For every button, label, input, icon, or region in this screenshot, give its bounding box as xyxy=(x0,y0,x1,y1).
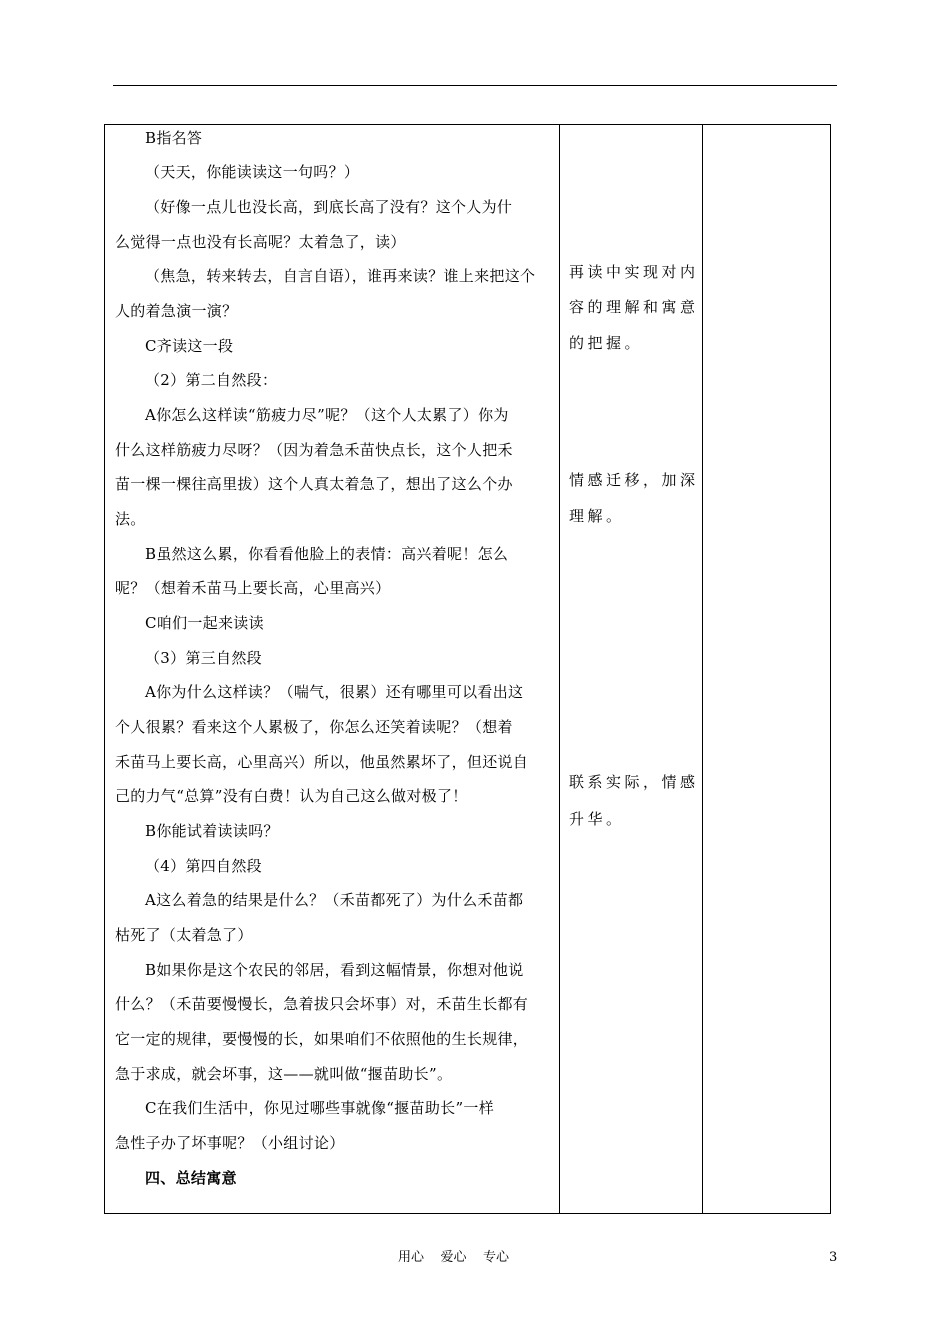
text-line: B如果你是这个农民的邻居，看到这幅情景，你想对他说 xyxy=(145,961,524,979)
note-line: 升华。 xyxy=(569,810,625,828)
note-line: 联系实际，情感 xyxy=(569,773,699,791)
text-line: （4）第四自然段 xyxy=(145,857,262,875)
text-line: （2）第二自然段： xyxy=(145,371,278,389)
text-line: （3）第三自然段 xyxy=(145,649,262,667)
note-line: 的把握。 xyxy=(569,334,644,352)
text-line: 个人很累？看来这个人累极了，你怎么还笑着读呢？（想着 xyxy=(115,718,513,736)
text-line: （好像一点儿也没长高，到底长高了没有？这个人为什 xyxy=(145,198,513,216)
column-divider-1 xyxy=(559,125,560,1213)
text-line: B指名答 xyxy=(145,129,203,147)
text-line: 什么这样筋疲力尽呀？（因为着急禾苗快点长，这个人把禾 xyxy=(115,441,513,459)
text-line: B虽然这么累，你看看他脸上的表情：高兴着呢！怎么 xyxy=(145,545,509,563)
text-line: （焦急，转来转去，自言自语），谁再来读？谁上来把这个 xyxy=(145,267,536,285)
note-line: 再读中实现对内 xyxy=(569,263,699,281)
page-number: 3 xyxy=(829,1250,838,1265)
text-line: 什么？（禾苗要慢慢长，急着拔只会坏事）对，禾苗生长都有 xyxy=(115,995,529,1013)
text-line: 苗一棵一棵往高里拔）这个人真太着急了，想出了这么个办 xyxy=(115,475,513,493)
footer-motto: 用心 爱心 专心 xyxy=(398,1250,510,1265)
text-line: 呢？（想着禾苗马上要长高，心里高兴） xyxy=(115,579,391,597)
text-line: 么觉得一点也没有长高呢？太着急了，读） xyxy=(115,233,406,251)
text-line: 急于求成，就会坏事，这——就叫做“揠苗助长”。 xyxy=(115,1065,453,1083)
text-line: 急性子办了坏事呢？（小组讨论） xyxy=(115,1134,345,1152)
text-line: C在我们生活中，你见过哪些事就像“揠苗助长”一样 xyxy=(145,1099,495,1117)
text-line: 它一定的规律，要慢慢的长，如果咱们不依照他的生长规律， xyxy=(115,1030,529,1048)
note-line: 情感迁移，加深 xyxy=(569,471,699,489)
text-line: A你怎么这样读“筋疲力尽”呢？（这个人太累了）你为 xyxy=(145,406,509,424)
text-line: C齐读这一段 xyxy=(145,337,234,355)
text-line: （天天，你能读读这一句吗？） xyxy=(145,163,360,181)
note-line: 理解。 xyxy=(569,507,625,525)
note-line: 容的理解和寓意 xyxy=(569,298,699,316)
text-line: 法。 xyxy=(115,510,146,528)
lesson-table xyxy=(104,124,831,1214)
text-line: B你能试着读读吗？ xyxy=(145,822,279,840)
column-divider-2 xyxy=(702,125,703,1213)
header-rule xyxy=(113,85,837,86)
text-line: A你为什么这样读？（喘气，很累）还有哪里可以看出这 xyxy=(145,683,524,701)
text-line: 人的着急演一演？ xyxy=(115,302,238,320)
text-line: A这么着急的结果是什么？（禾苗都死了）为什么禾苗都 xyxy=(145,891,524,909)
section-heading: 四、总结寓意 xyxy=(145,1169,237,1187)
text-line: 枯死了（太着急了） xyxy=(115,926,253,944)
text-line: C咱们一起来读读 xyxy=(145,614,264,632)
text-line: 己的力气“总算”没有白费！认为自己这么做对极了！ xyxy=(115,787,468,805)
text-line: 禾苗马上要长高，心里高兴）所以，他虽然累坏了，但还说自 xyxy=(115,753,529,771)
